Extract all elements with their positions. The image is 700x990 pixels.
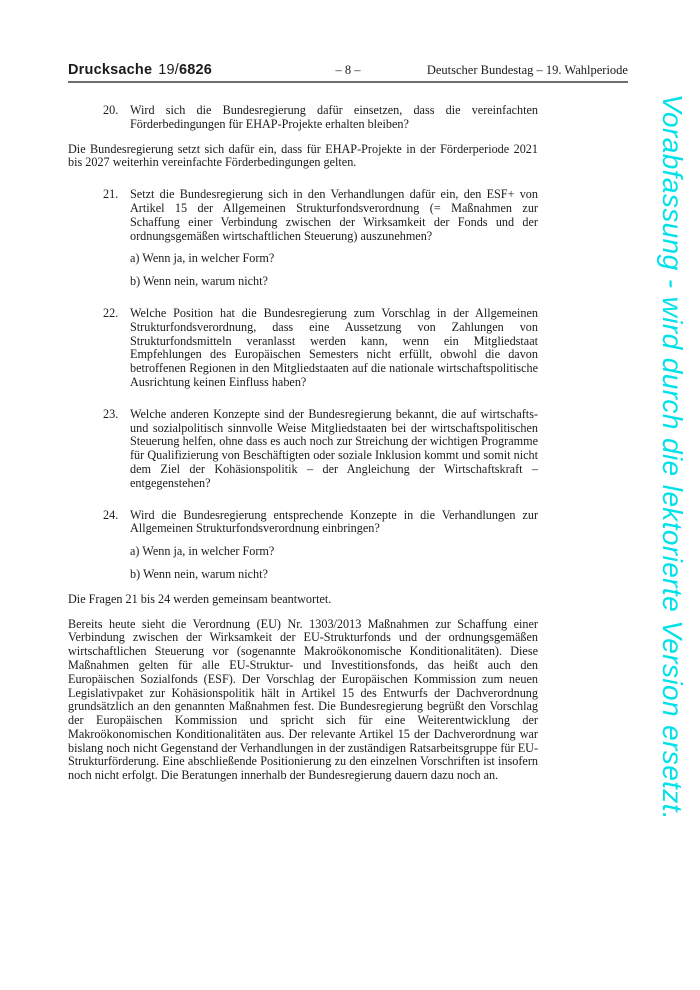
question-text: Wird sich die Bundesregierung dafür einsetzen, dass die vereinfachten Förderbedingungen für EHAP-Projekte erhalten bleiben? [130,103,538,131]
question-text: Setzt die Bundesregierung sich in den Verhandlungen dafür ein, den ESF+ von Artikel 15 der Allgemeinen Strukturfondsverordnung (= Maßnahmen zur Schaffung einer Verbindung zwischen der Wirksamkeit der Fonds und der ordnungsgemäßen wirtschaftlichen Steuerung) auszunehmen? [130,187,538,243]
header-rule [68,81,628,83]
question-block [68,188,538,289]
doc-number-prefix: 19/ [158,62,179,78]
question-subitem: b) Wenn nein, warum nicht? [130,566,268,581]
question-text: Welche Position hat die Bundesregierung zum Vorschlag in der Allgemeinen Strukturfondsverordnung, dass eine Aussetzung von Zahlungen von Strukturfondsmitteln veranlasst werden kann, wenn ein Mitgliedstaat Empfehlungen des Europäischen Semesters nicht erfüllt, obwohl die davon betroffenen Regionen in den Mitgliedstaaten auf die nationale wirtschaftspolitische Ausrichtung keinen Einfluss haben? [130,305,538,389]
answer-paragraph: Bereits heute sieht die Verordnung (EU) Nr. 1303/2013 Maßnahmen zur Schaffung einer Verbindung zwischen der Wirksamkeit der EU-Strukturfonds und der ordnungsgemäßen wirtschaftlichen Steuerung vor (sogenannte Makroökonomische Konditionalitäten). Diese Maßnahmen gelten für alle EU-Struktur- und Investitionsfonds, das heißt auch den Europäischen Sozialfonds (ESF). Der Vorschlag der Europäischen Kommission zum neuen Legislativpaket zur Kohäsionspolitik hält in Artikel 15 des Entwurfs der Dachverordnung grundsätzlich an den genannten Maßnahmen fest. Die Bundesregierung begrüßt den Vorschlag der Europäischen Kommission und spricht sich für eine Weiterentwicklung der Makroökonomischen Konditionalitäten aus. Der relevante Artikel 15 der Dachverordnung war bislang noch nicht Gegenstand der Verhandlungen in der zuständigen Ratsarbeitsgruppe für EU-Strukturförderung. Eine abschließende Positionierung zu den einzelnen Vorschriften ist insofern noch nicht erfolgt. Die Beratungen innerhalb der Bundesregierung dauern dazu noch an. [68,616,538,783]
question-number: 23. [103,406,119,421]
answer-paragraph: Die Fragen 21 bis 24 werden gemeinsam beantwortet. [68,591,332,606]
doc-number: 6826 [178,62,213,78]
vorabfassung-watermark: Vorabfassung - wird durch die lektorierte Version ersetzt. [657,94,688,821]
question-subitem: a) Wenn ja, in welcher Form? [130,544,275,559]
doc-reference [68,62,336,78]
question-subitem: b) Wenn nein, warum nicht? [130,274,268,289]
question-block [68,509,538,582]
question-block [68,307,538,390]
question-text: Wird die Bundesregierung entsprechende Konzepte in die Verhandlungen zur Allgemeinen Strukturfondsverordnung einbringen? [130,507,538,536]
answer-paragraph: Die Bundesregierung setzt sich dafür ein, dass für EHAP-Projekte in der Förderperiode 2021 bis 2027 weiterhin vereinfachte Förderbedingungen gelten. [68,141,538,170]
header-right-title: Deutscher Bundestag – 19. Wahlperiode [426,63,628,77]
page-number: – 8 – [335,63,361,77]
question-block [68,104,538,132]
page-header [68,62,628,83]
question-subitem: a) Wenn ja, in welcher Form? [130,251,275,266]
doc-label: Drucksache [68,62,153,78]
question-block [68,408,538,491]
question-number: 22. [103,305,119,320]
document-body [68,104,538,783]
question-number: 20. [103,103,119,117]
question-number: 21. [103,187,119,202]
question-number: 24. [103,507,119,522]
question-text: Welche anderen Konzepte sind der Bundesregierung bekannt, die auf wirtschafts- und sozialpolitisch sinnvolle Weise Mitgliedstaaten bei der wirtschaftspolitischen Steuerung helfen, ohne dass es auch noch zur Streichung der wichtigen Programme für Qualifizierung von Beschäftigten oder soziale Inklusion kommt und somit nicht dem Ziel der Kohäsionspolitik – der Angleichung der Wirtschaftskraft – entgegenstehen? [130,406,538,490]
